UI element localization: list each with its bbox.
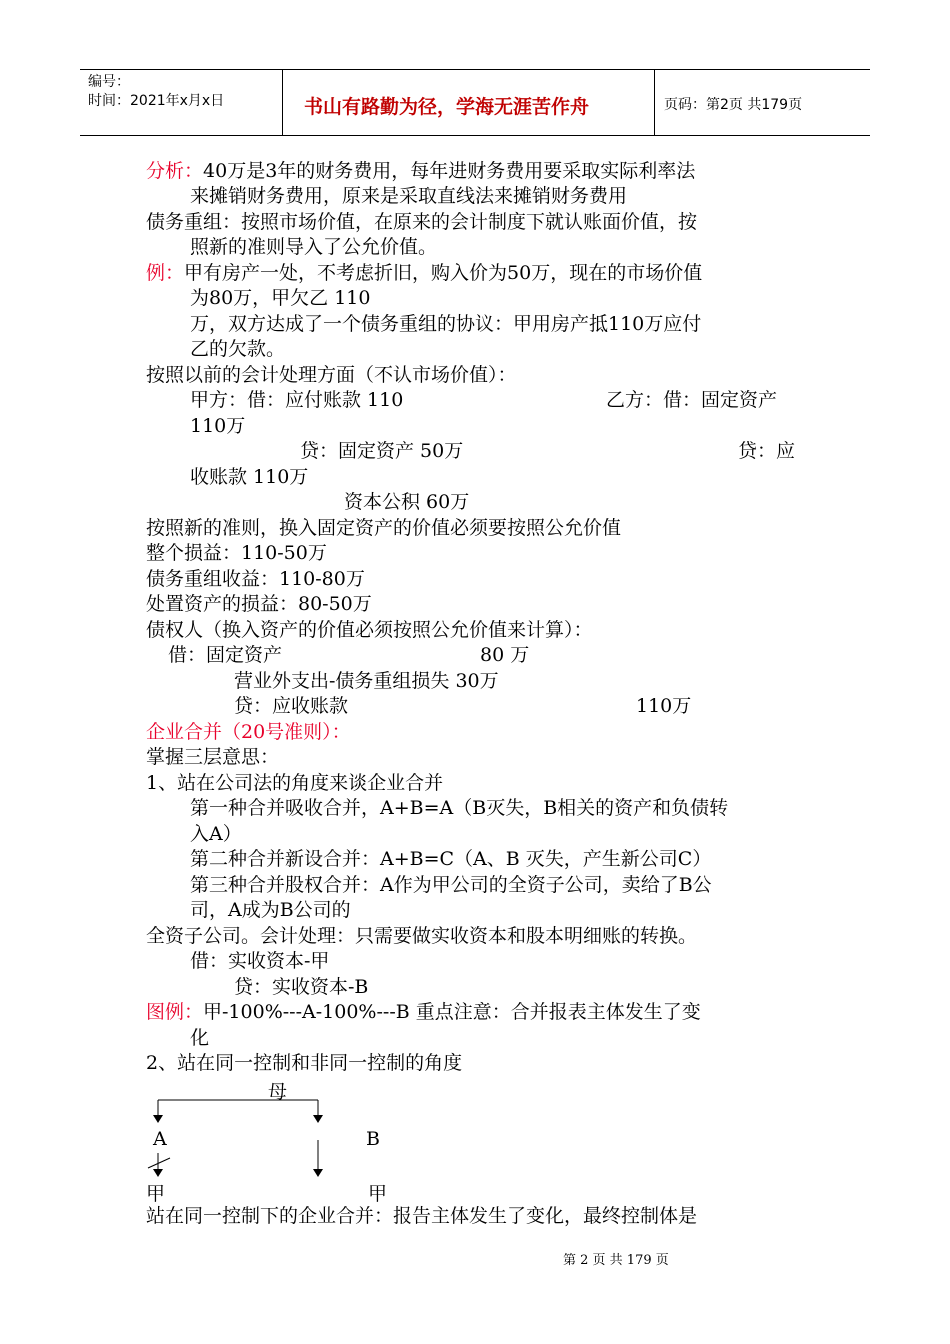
diagram-node-a: A bbox=[153, 1128, 167, 1150]
same-control-line: 站在同一控制下的企业合并：报告主体发生了变化，最终控制体是 bbox=[146, 1205, 698, 1227]
diagram-parent-label: 母 bbox=[268, 1081, 288, 1103]
diagram-lines bbox=[140, 1095, 340, 1190]
entry-party-b-debit: 乙方：借：固定资产 bbox=[606, 389, 778, 411]
diagram-node-right-sub: 甲 bbox=[368, 1183, 388, 1205]
header-top-rule bbox=[80, 69, 870, 70]
diagram-node-left-sub: 甲 bbox=[146, 1183, 166, 1205]
creditor-debit-loss: 营业外支出-债务重组损失 30万 bbox=[234, 670, 499, 692]
entry-party-b-credit: 贷：应 bbox=[738, 440, 796, 462]
diagram-node-b: B bbox=[366, 1128, 380, 1150]
creditor-debit-asset-amount: 80 万 bbox=[480, 644, 530, 666]
creditor-heading: 债权人（换入资产的价值必须按照公允价值来计算）： bbox=[146, 619, 593, 641]
page-footer: 第 2 页 共 179 页 bbox=[563, 1253, 669, 1268]
merger-type-2: 第二种合并新设合并：A+B=C（A、B 灭失，产生新公司C） bbox=[190, 848, 712, 870]
merger-type-1-line-1: 第一种合并吸收合并，A+B=A（B灭失，B相关的资产和负债转 bbox=[190, 797, 729, 819]
para-example-line-3: 万，双方达成了一个债务重组的协议：甲用房产抵110万应付 bbox=[190, 313, 702, 335]
para-analysis-line-2: 来摊销财务费用，原来是采取直线法来摊销财务费用 bbox=[190, 185, 628, 207]
header-number-label: 编号： bbox=[88, 74, 130, 90]
header-divider-left bbox=[282, 69, 283, 136]
header-motto: 书山有路勤为径，学海无涯苦作舟 bbox=[304, 96, 590, 118]
merger-entry-debit: 借：实收资本-甲 bbox=[190, 950, 330, 972]
analysis-label: 分析： bbox=[146, 160, 204, 182]
merger-type-3-line-2: 司，A成为B公司的 bbox=[190, 899, 351, 921]
para-restructure-line-2: 照新的准则导入了公允价值。 bbox=[190, 236, 438, 258]
merger-type-1-line-2: 入A） bbox=[190, 823, 242, 845]
entry-party-a-credit: 贷：固定资产 50万 bbox=[300, 440, 464, 462]
header-time-label: 时间：2021年x月x日 bbox=[88, 93, 225, 109]
point-1-heading: 1、站在公司法的角度来谈企业合并 bbox=[146, 772, 444, 794]
creditor-debit-asset: 借：固定资产 bbox=[168, 644, 283, 666]
para-restructure-line-1: 债务重组：按照市场价值，在原来的会计制度下就认账面价值，按 bbox=[146, 211, 698, 233]
merger-type-3-line-1: 第三种合并股权合并：A作为甲公司的全资子公司，卖给了B公 bbox=[190, 874, 712, 896]
para-example-line-1: 例：甲有房产一处，不考虑折旧，购入价为50万，现在的市场价值 bbox=[146, 262, 703, 284]
header-page-label: 页码：第2页 共179页 bbox=[664, 97, 803, 113]
entry-capital-reserve: 资本公积 60万 bbox=[344, 491, 470, 513]
para-analysis-line-1: 分析：40万是3年的财务费用，每年进财务费用要采取实际利率法 bbox=[146, 160, 696, 182]
new-standard-line: 按照新的准则，换入固定资产的价值必须要按照公允价值 bbox=[146, 517, 622, 539]
merger-type-3-line-3: 全资子公司。会计处理：只需要做实收资本和股本明细账的转换。 bbox=[146, 925, 698, 947]
illustration-line-2: 化 bbox=[190, 1027, 210, 1049]
merger-entry-credit: 贷：实收资本-B bbox=[234, 976, 369, 998]
three-levels-line: 掌握三层意思： bbox=[146, 746, 280, 768]
entry-party-a-debit: 甲方：借：应付账款 110 bbox=[190, 389, 404, 411]
para-example-line-2: 为80万，甲欠乙 110 bbox=[190, 287, 371, 309]
creditor-credit: 贷：应收账款 bbox=[234, 695, 349, 717]
para-example-line-4: 乙的欠款。 bbox=[190, 338, 286, 360]
header-divider-right bbox=[654, 69, 655, 136]
header-bottom-rule bbox=[80, 135, 870, 136]
total-pl-line: 整个损益：110-50万 bbox=[146, 542, 327, 564]
example-label: 例： bbox=[146, 262, 185, 284]
illustration-line-1: 图例：甲-100%---A-100%---B 重点注意：合并报表主体发生了变 bbox=[146, 1001, 701, 1023]
entry-party-b-credit-amount: 收账款 110万 bbox=[190, 466, 309, 488]
entry-party-b-amount: 110万 bbox=[190, 415, 246, 437]
disposal-gain-line: 处置资产的损益：80-50万 bbox=[146, 593, 372, 615]
point-2-heading: 2、站在同一控制和非同一控制的角度 bbox=[146, 1052, 463, 1074]
restructure-gain-line: 债务重组收益：110-80万 bbox=[146, 568, 365, 590]
illustration-label: 图例： bbox=[146, 1001, 204, 1023]
merger-heading: 企业合并（20号准则）： bbox=[146, 721, 351, 743]
old-treatment-heading: 按照以前的会计处理方面（不认市场价值）： bbox=[146, 364, 517, 386]
creditor-credit-amount: 110万 bbox=[636, 695, 692, 717]
